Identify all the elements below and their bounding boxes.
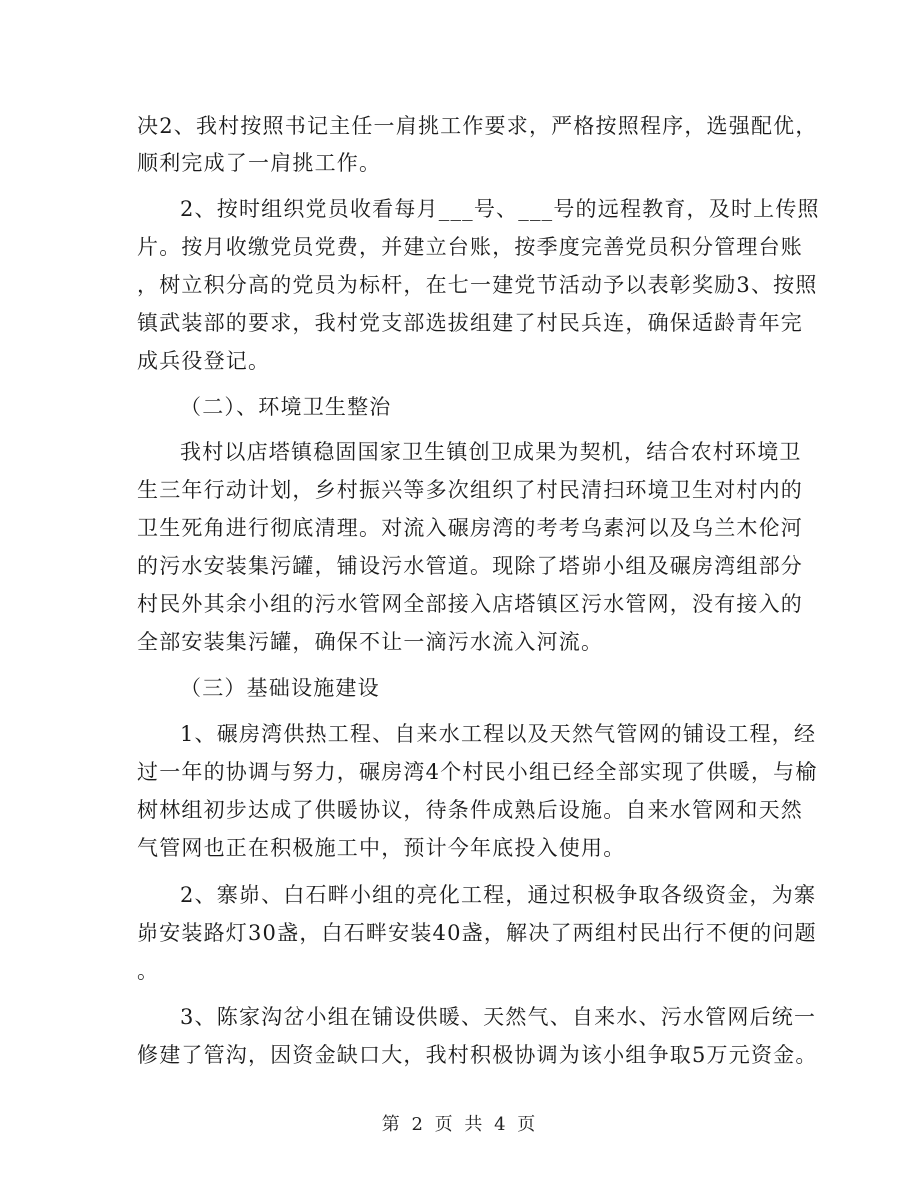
- text-line: 气管网也正在积极施工中，预计今年底投入使用。: [137, 836, 626, 860]
- text-line: 镇武装部的要求，我村党支部选拔组建了村民兵连，确保适龄青年完: [137, 311, 803, 335]
- text-line: 过一年的协调与努力，碾房湾4个村民小组已经全部实现了供暖，与榆: [137, 760, 818, 784]
- text-line: 卫生死角进行彻底清理。对流入碾房湾的考考乌素河以及乌兰木伦河: [137, 516, 803, 540]
- text-line: 顺利完成了一肩挑工作。: [137, 151, 382, 175]
- text-line: 成兵役登记。: [137, 349, 271, 373]
- text-line: 村民外其余小组的污水管网全部接入店塔镇区污水管网，没有接入的: [137, 592, 803, 616]
- page-footer: 第 2 页 共 4 页: [381, 1114, 539, 1135]
- section-heading: （二）、环境卫生整治: [180, 395, 392, 419]
- text-line: 树林组初步达成了供暖协议，待条件成熟后设施。自来水管网和天然: [137, 798, 803, 822]
- text-line: 峁安装路灯30盏，白石畔安装40盏，解决了两组村民出行不便的问题: [137, 921, 817, 945]
- text-line: 2、寨峁、白石畔小组的亮化工程，通过积极争取各级资金，为寨: [180, 883, 817, 907]
- text-line: 2、按时组织党员收看每月___号、___号的远程教育，及时上传照: [180, 197, 820, 221]
- text-line: 3、陈家沟岔小组在铺设供暖、天然气、自来水、污水管网后统一: [180, 1005, 817, 1029]
- text-line: 我村以店塔镇稳固国家卫生镇创卫成果为契机，结合农村环境卫: [180, 440, 802, 464]
- text-line: 全部安装集污罐，确保不让一滴污水流入河流。: [137, 630, 604, 654]
- text-line: 片。按月收缴党员党费，并建立台账，按季度完善党员积分管理台账: [137, 235, 803, 259]
- text-line: 的污水安装集污罐，铺设污水管道。现除了塔峁小组及碾房湾组部分: [137, 554, 803, 578]
- text-line: ，树立积分高的党员为标杆，在七一建党节活动予以表彰奖励3、按照: [137, 273, 818, 297]
- text-line: 。: [137, 959, 160, 983]
- text-line: 决2、我村按照书记主任一肩挑工作要求，严格按照程序，选强配优，: [137, 114, 818, 138]
- text-line: 修建了管沟，因资金缺口大，我村积极协调为该小组争取5万元资金。: [137, 1043, 818, 1067]
- section-heading: （三）基础设施建设: [180, 676, 380, 700]
- text-line: 生三年行动计划，乡村振兴等多次组织了村民清扫环境卫生对村内的: [137, 478, 803, 502]
- text-line: 1、碾房湾供热工程、自来水工程以及天然气管网的铺设工程，经: [180, 722, 817, 746]
